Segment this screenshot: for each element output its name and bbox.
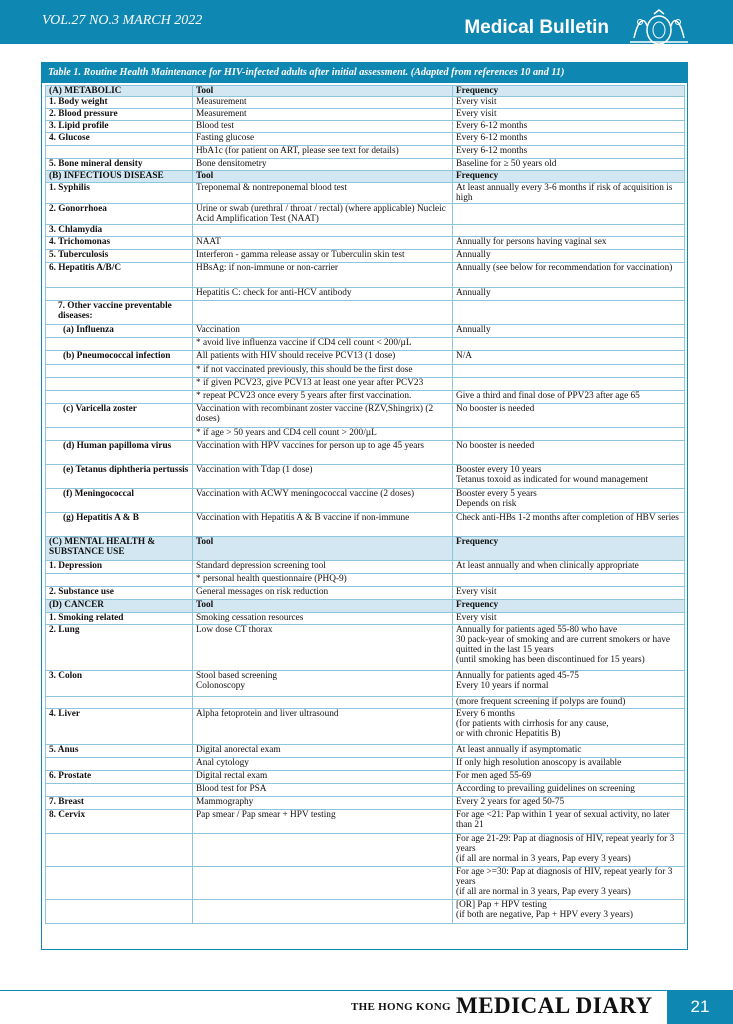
table-row: [46, 867, 685, 900]
cell-tool: NAAT: [193, 237, 453, 250]
cell-tool: * if not vaccinated previously, this should be the first dose: [193, 365, 453, 378]
cell-item: 4. Glucose: [46, 133, 193, 146]
table-row: [46, 263, 685, 288]
cell-frequency: No booster is needed: [453, 441, 685, 465]
table-row: [46, 834, 685, 867]
cell-item: (f) Meningococcal: [46, 489, 193, 513]
cell-item: (g) Hepatitis A & B: [46, 513, 193, 537]
cell-frequency: Every visit: [453, 587, 685, 600]
cell-item: [46, 288, 193, 301]
table-row: [46, 709, 685, 745]
table-row: [46, 97, 685, 109]
cell-item: (D) CANCER: [46, 600, 193, 613]
cell-tool: HBsAg: if non-immune or non-carrier: [193, 263, 453, 288]
table-row: [46, 378, 685, 391]
cell-tool: Pap smear / Pap smear + HPV testing: [193, 810, 453, 834]
cell-item: [46, 428, 193, 441]
table-row: [46, 513, 685, 537]
cell-item: [46, 338, 193, 351]
table-row: [46, 671, 685, 697]
cell-tool: Tool: [193, 537, 453, 561]
cell-item: 2. Blood pressure: [46, 109, 193, 121]
cell-item: (a) Influenza: [46, 325, 193, 338]
table-row: [46, 338, 685, 351]
footer-big-title: MEDICAL DIARY: [456, 993, 653, 1018]
cell-item: 3. Chlamydia: [46, 225, 193, 237]
cell-item: [46, 365, 193, 378]
cell-tool: General messages on risk reduction: [193, 587, 453, 600]
table-row: [46, 489, 685, 513]
cell-item: [46, 900, 193, 924]
table-row: [46, 428, 685, 441]
journal-title: Medical Bulletin: [464, 17, 609, 38]
cell-tool: Digital rectal exam: [193, 771, 453, 784]
cell-frequency: According to prevailing guidelines on screening: [453, 784, 685, 797]
table-row: [46, 288, 685, 301]
cell-item: [46, 867, 193, 900]
section-header-row: [46, 86, 685, 97]
cell-item: (C) MENTAL HEALTH & SUBSTANCE USE: [46, 537, 193, 561]
cell-item: 3. Lipid profile: [46, 121, 193, 133]
cell-tool: HbA1c (for patient on ART, please see text for details): [193, 146, 453, 159]
cell-frequency: Frequency: [453, 537, 685, 561]
cell-item: (B) INFECTIOUS DISEASE: [46, 171, 193, 183]
cell-frequency: For age 21-29: Pap at diagnosis of HIV, repeat yearly for 3 years (if all are normal in 3 years, Pap every 3 years): [453, 834, 685, 867]
cell-item: [46, 697, 193, 709]
cell-tool: Fasting glucose: [193, 133, 453, 146]
cell-tool: Tool: [193, 600, 453, 613]
table-row: [46, 810, 685, 834]
cell-item: [46, 146, 193, 159]
section-header-row: [46, 600, 685, 613]
cell-item: 1. Syphilis: [46, 183, 193, 204]
cell-frequency: Every 2 years for aged 50-75: [453, 797, 685, 810]
table-row: [46, 561, 685, 574]
cell-frequency: No booster is needed: [453, 404, 685, 428]
table-row: [46, 225, 685, 237]
cell-item: 4. Trichomonas: [46, 237, 193, 250]
cell-frequency: Annually: [453, 288, 685, 301]
cell-frequency: Frequency: [453, 171, 685, 183]
table-row: [46, 237, 685, 250]
health-maintenance-table: [41, 62, 688, 950]
cell-item: 6. Hepatitis A/B/C: [46, 263, 193, 288]
cell-frequency: Annually for patients aged 45-75 Every 10 years if normal: [453, 671, 685, 697]
cell-frequency: Frequency: [453, 86, 685, 97]
cell-item: 5. Bone mineral density: [46, 159, 193, 171]
cell-frequency: Every 6-12 months: [453, 146, 685, 159]
cell-frequency: Booster every 5 years Depends on risk: [453, 489, 685, 513]
cell-item: 8. Cervix: [46, 810, 193, 834]
cell-item: 2. Substance use: [46, 587, 193, 600]
cell-tool: * if age > 50 years and CD4 cell count > 200/µL: [193, 428, 453, 441]
cell-item: 7. Breast: [46, 797, 193, 810]
cell-item: [46, 378, 193, 391]
cell-item: 6. Prostate: [46, 771, 193, 784]
table-row: [46, 797, 685, 810]
cell-frequency: For age <21: Pap within 1 year of sexual activity, no later than 21: [453, 810, 685, 834]
cell-tool: Low dose CT thorax: [193, 625, 453, 671]
cell-frequency: Every 6-12 months: [453, 133, 685, 146]
table-row: [46, 587, 685, 600]
cell-tool: Urine or swab (urethral / throat / rectal) (where applicable) Nucleic Acid Amplification Test (NAAT): [193, 204, 453, 225]
cell-frequency: [453, 365, 685, 378]
cell-item: 1. Body weight: [46, 97, 193, 109]
cell-item: [46, 391, 193, 404]
table-row: [46, 351, 685, 365]
cell-tool: Smoking cessation resources: [193, 613, 453, 625]
cell-frequency: (more frequent screening if polyps are found): [453, 697, 685, 709]
table-row: [46, 758, 685, 771]
table-row: [46, 625, 685, 671]
table-row: [46, 325, 685, 338]
cell-frequency: At least annually and when clinically appropriate: [453, 561, 685, 574]
cell-item: 3. Colon: [46, 671, 193, 697]
cell-tool: Measurement: [193, 109, 453, 121]
cell-frequency: [453, 301, 685, 325]
table-row: [46, 301, 685, 325]
cell-frequency: [453, 574, 685, 587]
cell-frequency: [453, 378, 685, 391]
table-row: [46, 121, 685, 133]
cell-tool: Blood test: [193, 121, 453, 133]
cell-tool: Blood test for PSA: [193, 784, 453, 797]
cell-tool: Tool: [193, 171, 453, 183]
cell-frequency: For men aged 55-69: [453, 771, 685, 784]
cell-tool: Tool: [193, 86, 453, 97]
cell-frequency: Frequency: [453, 600, 685, 613]
table-body: [45, 85, 685, 924]
cell-tool: * if given PCV23, give PCV13 at least one year after PCV23: [193, 378, 453, 391]
cell-tool: [193, 867, 453, 900]
table-row: [46, 250, 685, 263]
table-row: [46, 109, 685, 121]
cell-item: (A) METABOLIC: [46, 86, 193, 97]
cell-frequency: Booster every 10 years Tetanus toxoid as indicated for wound management: [453, 465, 685, 489]
table-row: [46, 697, 685, 709]
cell-item: 1. Smoking related: [46, 613, 193, 625]
cell-tool: Mammography: [193, 797, 453, 810]
cell-frequency: N/A: [453, 351, 685, 365]
cell-tool: * personal health questionnaire (PHQ-9): [193, 574, 453, 587]
cell-tool: Standard depression screening tool: [193, 561, 453, 574]
cell-tool: Vaccination with Hepatitis A & B vaccine if non-immune: [193, 513, 453, 537]
cell-tool: Bone densitometry: [193, 159, 453, 171]
cell-item: 5. Anus: [46, 745, 193, 758]
cell-frequency: Every 6 months (for patients with cirrhosis for any cause, or with chronic Hepatitis B): [453, 709, 685, 745]
cell-frequency: Every visit: [453, 109, 685, 121]
cell-tool: Interferon - gamma release assay or Tuberculin skin test: [193, 250, 453, 263]
table-row: [46, 784, 685, 797]
cell-item: 5. Tuberculosis: [46, 250, 193, 263]
footer: [0, 991, 733, 1024]
footer-small-title: THE HONG KONG: [351, 1001, 451, 1013]
cell-tool: Treponemal & nontreponemal blood test: [193, 183, 453, 204]
table-row: [46, 465, 685, 489]
table-row: [46, 391, 685, 404]
cell-tool: * repeat PCV23 once every 5 years after first vaccination.: [193, 391, 453, 404]
cell-item: [46, 784, 193, 797]
cell-frequency: Annually for patients aged 55-80 who have 30 pack-year of smoking and are current smokers or have quitted in the last 15 years (until smoking has been discontinued for 15 years): [453, 625, 685, 671]
cell-frequency: Every visit: [453, 613, 685, 625]
cell-tool: Vaccination with recombinant zoster vaccine (RZV,Shingrix) (2 doses): [193, 404, 453, 428]
cell-frequency: [453, 225, 685, 237]
page-number: 21: [667, 990, 733, 1024]
cell-item: 2. Lung: [46, 625, 193, 671]
table-row: [46, 900, 685, 924]
cell-tool: [193, 834, 453, 867]
table-row: [46, 133, 685, 146]
cell-tool: [193, 225, 453, 237]
cell-frequency: [453, 204, 685, 225]
cell-frequency: Every visit: [453, 97, 685, 109]
cell-item: [46, 574, 193, 587]
cell-item: 2. Gonorrhoea: [46, 204, 193, 225]
table-row: [46, 613, 685, 625]
cell-frequency: [453, 428, 685, 441]
cell-tool: Hepatitis C: check for anti-HCV antibody: [193, 288, 453, 301]
cell-frequency: Check anti-HBs 1-2 months after completion of HBV series: [453, 513, 685, 537]
cell-tool: [193, 301, 453, 325]
cell-item: [46, 834, 193, 867]
cell-item: [46, 758, 193, 771]
cell-item: 7. Other vaccine preventable diseases:: [46, 301, 193, 325]
cell-tool: Stool based screening Colonoscopy: [193, 671, 453, 697]
cell-frequency: Every 6-12 months: [453, 121, 685, 133]
table-row: [46, 183, 685, 204]
cell-frequency: At least annually every 3-6 months if risk of acquisition is high: [453, 183, 685, 204]
cell-frequency: For age >=30: Pap at diagnosis of HIV, repeat yearly for 3 years (if all are normal in 3 years, Pap every 3 years): [453, 867, 685, 900]
section-header-row: [46, 171, 685, 183]
table-row: [46, 771, 685, 784]
cell-item: (d) Human papilloma virus: [46, 441, 193, 465]
cell-tool: * avoid live influenza vaccine if CD4 cell count < 200/µL: [193, 338, 453, 351]
cell-frequency: If only high resolution anoscopy is available: [453, 758, 685, 771]
cell-tool: Digital anorectal exam: [193, 745, 453, 758]
table-row: [46, 365, 685, 378]
cell-tool: Vaccination with ACWY meningococcal vaccine (2 doses): [193, 489, 453, 513]
crest-emblem-icon: [624, 8, 694, 48]
table-row: [46, 745, 685, 758]
cell-item: 4. Liver: [46, 709, 193, 745]
cell-tool: [193, 697, 453, 709]
cell-frequency: At least annually if asymptomatic: [453, 745, 685, 758]
cell-frequency: Annually for persons having vaginal sex: [453, 237, 685, 250]
cell-item: (e) Tetanus diphtheria pertussis: [46, 465, 193, 489]
cell-tool: Measurement: [193, 97, 453, 109]
table-row: [46, 404, 685, 428]
cell-item: 1. Depression: [46, 561, 193, 574]
section-header-row: [46, 537, 685, 561]
cell-tool: All patients with HIV should receive PCV13 (1 dose): [193, 351, 453, 365]
cell-tool: [193, 900, 453, 924]
table-row: [46, 146, 685, 159]
cell-item: (b) Pneumococcal infection: [46, 351, 193, 365]
cell-frequency: [OR] Pap + HPV testing (if both are negative, Pap + HPV every 3 years): [453, 900, 685, 924]
table-row: [46, 441, 685, 465]
table-row: [46, 159, 685, 171]
table-caption: Table 1. Routine Health Maintenance for HIV-infected adults after initial assessment. (Adapted from references 10 and 11): [42, 63, 687, 83]
table-row: [46, 574, 685, 587]
cell-tool: Vaccination: [193, 325, 453, 338]
cell-frequency: Annually: [453, 325, 685, 338]
cell-item: (c) Varicella zoster: [46, 404, 193, 428]
cell-frequency: Give a third and final dose of PPV23 after age 65: [453, 391, 685, 404]
volume-label: VOL.27 NO.3 MARCH 2022: [42, 13, 203, 28]
table-rows: [46, 86, 685, 924]
cell-frequency: [453, 338, 685, 351]
cell-tool: Vaccination with HPV vaccines for person up to age 45 years: [193, 441, 453, 465]
cell-tool: Vaccination with Tdap (1 dose): [193, 465, 453, 489]
cell-tool: Anal cytology: [193, 758, 453, 771]
cell-frequency: Annually: [453, 250, 685, 263]
cell-tool: Alpha fetoprotein and liver ultrasound: [193, 709, 453, 745]
cell-frequency: Annually (see below for recommendation for vaccination): [453, 263, 685, 288]
cell-frequency: Baseline for ≥ 50 years old: [453, 159, 685, 171]
table-row: [46, 204, 685, 225]
